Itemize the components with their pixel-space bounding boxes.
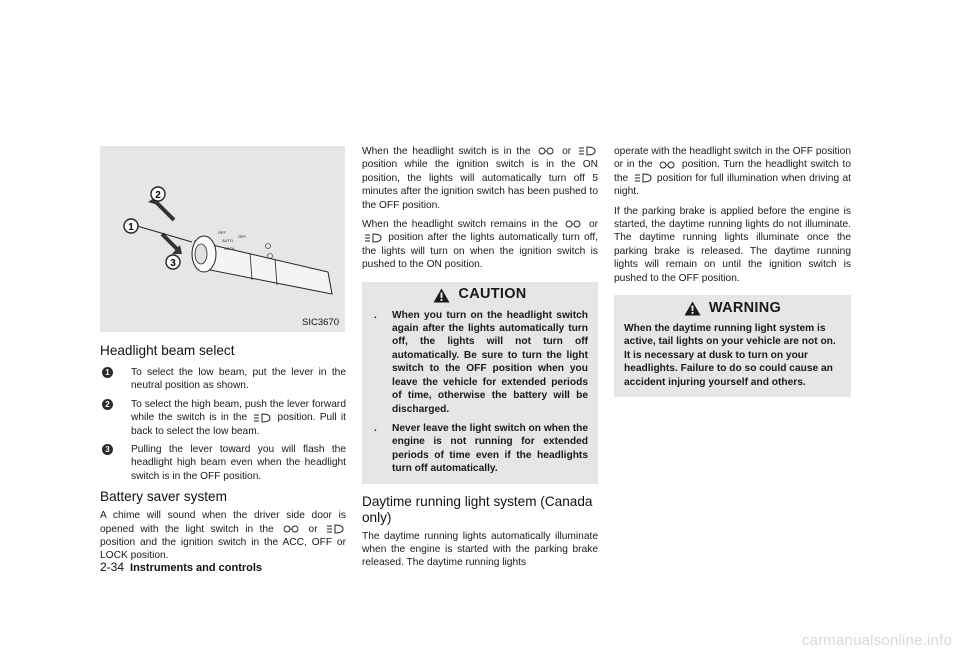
svg-text:1: 1 <box>128 222 134 233</box>
headlight-icon <box>634 173 652 183</box>
callout-3 <box>166 255 180 269</box>
callout-2 <box>151 187 165 201</box>
lever-label-lock: LOCK <box>224 246 235 251</box>
warning-title-text: WARNING <box>708 299 782 316</box>
battery-saver-or: or <box>308 523 318 535</box>
step-1-text: To select the low beam, put the lever in the neutral position as shown. <box>131 367 346 392</box>
headlight-icon <box>253 413 271 423</box>
caution-box <box>362 282 598 484</box>
drl-text: The daytime running lights automatically illuminate when the engine is started with the parking brake released. The daytime running lights <box>362 530 598 569</box>
watermark-text: carmanualsonline.info <box>801 632 952 649</box>
headlight-icon <box>326 524 344 534</box>
lever-label-off: OFF <box>218 230 226 235</box>
step-number-2: 2 <box>102 399 113 410</box>
parking-light-icon <box>658 160 676 170</box>
battery-saver-heading: Battery saver system <box>100 489 227 505</box>
drl-continued-text-a: operate with the headlight switch in the OFF position or in the <box>614 146 851 171</box>
callout-1 <box>124 219 138 233</box>
figure-code: SIC3670 <box>302 317 339 328</box>
auto-off-text-a: When the headlight switch is in the <box>362 146 531 157</box>
auto-on-or: or <box>588 219 598 231</box>
auto-on-text-b: position after the lights automatically turn off, the lights will turn on when the ignition switch is pushed to the ON position. <box>362 232 598 271</box>
parking-brake-paragraph: If the parking brake is applied before the engine is started, the daytime running lights do not illuminate. The daytime running lights illuminate once the parking brake is released. The daytime running lights will remain on until the ignition switch is pushed to the OFF position. <box>614 205 851 284</box>
step-2-text-a: To select the high beam, push the lever forward while the switch is in the <box>131 398 346 424</box>
headlight-beam-heading: Headlight beam select <box>100 343 235 358</box>
step-number-1: 1 <box>102 367 113 378</box>
warning-title <box>624 301 841 316</box>
battery-saver-text-b: position and the ignition switch in the ACC, OFF or LOCK position. <box>100 537 346 562</box>
column-2 <box>362 145 598 570</box>
warning-triangle-icon <box>684 301 701 316</box>
battery-saver-text-a: A chime will sound when the driver side door is opened with the light switch in the <box>100 510 346 535</box>
lever-label-off-2: OFF <box>238 234 246 239</box>
drl-continued-paragraph <box>614 145 851 199</box>
step-2 <box>100 398 346 438</box>
step-2-text-b: position. Pull it back to select the low beam. <box>131 412 346 437</box>
headlight-icon <box>578 146 596 156</box>
caution-item-1: . When you turn on the headlight switch again after the lights automatically turn off, the lights will not turn off automatically. Be sure to turn the light switch to the OFF position when you leave the vehicle for extended periods of time, otherwise the battery will be discharged. <box>374 309 588 415</box>
headlight-icon <box>364 233 382 243</box>
auto-off-text-b: position while the ignition switch is in the ON position, the lights will automatically turn off 5 minutes after the ignition switch has been pushed to the OFF position. <box>362 159 598 211</box>
caution-item-2: . Never leave the light switch on when the engine is not running for extended periods of time even if the headlights turn off automatically. <box>374 422 588 475</box>
auto-on-text-a: When the headlight switch remains in the <box>362 219 558 231</box>
warning-text: When the daytime running light system is active, tail lights on your vehicle are not on. It is necessary at dusk to turn on your headlights. Failure to do so could cause an accident injuring yourself and others. <box>624 323 836 388</box>
parking-light-icon <box>537 146 555 156</box>
step-number-3: 3 <box>102 444 113 455</box>
battery-saver-text <box>100 509 346 563</box>
drl-heading: Daytime running light system (Canada only) <box>362 493 593 525</box>
lever-label-auto: AUTO <box>222 238 234 243</box>
step-1 <box>100 366 346 393</box>
caution-title-text: CAUTION <box>458 286 527 303</box>
headlight-lever-illustration <box>100 146 345 332</box>
step-3-text: Pulling the lever toward you will flash the headlight high beam even when the headlight switch is in the OFF position. <box>131 444 346 482</box>
caution-item-2-text: Never leave the light switch on when the engine is not running for extended periods of time even if the headlights turn off automatically. <box>392 422 588 475</box>
svg-text:2: 2 <box>155 190 161 201</box>
auto-on-paragraph <box>362 218 598 272</box>
column-1 <box>100 343 346 563</box>
warning-box <box>614 295 851 397</box>
drl-continued-text-c: position for full illumination when driving at night. <box>614 172 851 198</box>
warning-triangle-icon <box>433 288 450 303</box>
svg-text:3: 3 <box>170 258 176 269</box>
section-name: Instruments and controls <box>130 562 263 574</box>
caution-title <box>372 288 588 303</box>
parking-light-icon <box>564 219 582 229</box>
caution-item-1-text: When you turn on the headlight switch again after the lights automatically turn off, the lights will not turn off automatically. Be sure to turn the light switch to the OFF position when you leave the vehicle for extended periods of time, otherwise the battery will be discharged. <box>392 309 588 415</box>
parking-light-icon <box>282 524 300 534</box>
auto-off-paragraph <box>362 145 598 212</box>
lever-figure <box>100 146 345 332</box>
drl-continued-text-b: position. Turn the headlight switch to the <box>614 159 851 184</box>
page-footer <box>100 560 262 574</box>
step-3 <box>100 443 346 483</box>
column-3 <box>614 145 851 397</box>
page-number: 2-34 <box>100 560 125 574</box>
auto-off-or: or <box>562 146 572 157</box>
